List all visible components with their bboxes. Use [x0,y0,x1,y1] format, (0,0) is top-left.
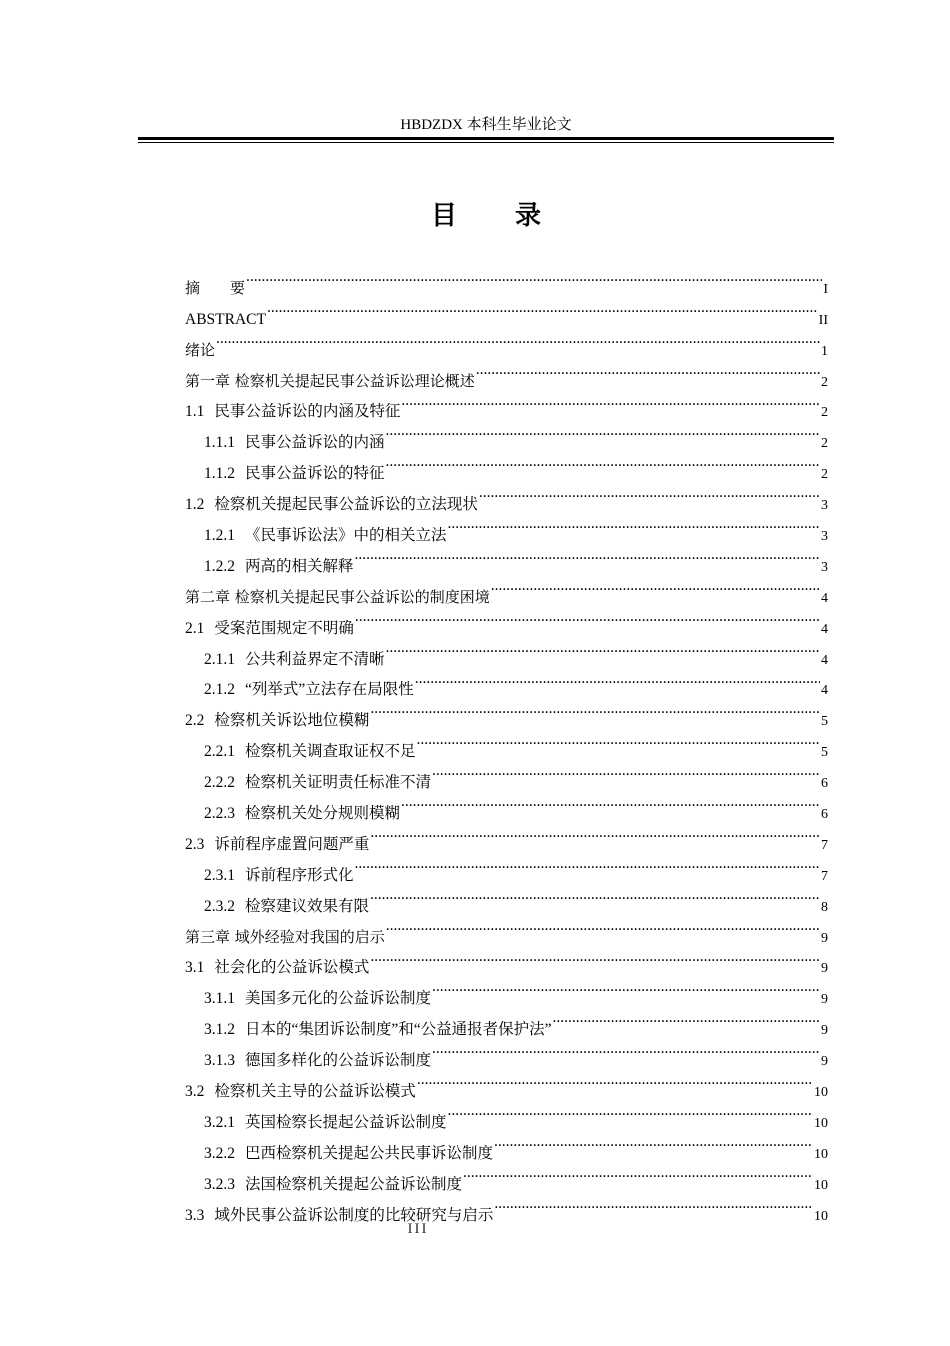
toc-entry-title: 检察机关处分规则模糊 [245,805,401,823]
toc-dot-leader [417,1065,813,1096]
toc-entry-number: 1.1 [185,403,205,421]
toc-dot-leader [417,725,820,756]
toc-entry[interactable] [185,355,828,390]
toc-entry-number: 3.2 [185,1083,205,1101]
toc-entry-title: 两高的相关解释 [245,557,354,575]
toc-entry-page: 5 [821,714,828,730]
toc-dot-leader [386,416,820,447]
toc-entry-title: 法国检察机关提起公益诉讼制度 [245,1175,463,1193]
toc-dot-leader [476,355,820,386]
toc-entry-title: “列举式”立法存在局限性 [245,681,414,699]
toc-entry-title: 巴西检察机关提起公共民事诉讼制度 [245,1144,494,1162]
toc-dot-leader [401,787,820,818]
toc-title: 目录 [430,201,599,231]
toc-entry-number: 1.2.2 [204,557,235,575]
toc-dot-leader [553,1003,820,1034]
toc-entry-title: 美国多元化的公益诉讼制度 [245,990,432,1008]
toc-entry-page: 7 [821,837,828,853]
toc-entry-page: 1 [821,343,828,359]
toc-entry-number: 1.1.2 [204,465,235,483]
toc-dot-leader [370,694,820,725]
toc-entry-page: 10 [814,1146,828,1162]
toc-dot-leader [479,478,820,509]
toc-entry-page: II [818,312,828,328]
toc-entry-title: 检察建议效果有限 [245,897,370,915]
toc-dot-leader [386,447,820,478]
toc-dot-leader [370,942,820,973]
toc-entry-title: 民事公益诉讼的内涵 [245,434,385,452]
toc-entry-page: 9 [821,1023,828,1039]
toc-dot-leader [386,911,820,942]
toc-dot-leader [432,1034,820,1065]
toc-entry-number: 1.1.1 [204,434,235,452]
toc-entry-page: 2 [821,405,828,421]
toc-entry-title: 受案范围规定不明确 [214,619,354,637]
toc-dot-leader [432,756,820,787]
page-number-footer: III [407,1221,429,1237]
toc-dot-leader [355,540,820,571]
toc-entry[interactable] [185,262,828,297]
toc-entry-title: 民事公益诉讼的特征 [245,465,385,483]
toc-entry-title: 社会化的公益诉讼模式 [214,959,370,977]
toc-dot-leader [246,262,822,293]
toc-entry-number: 1.2.1 [204,527,235,545]
header-rule-thin [138,142,834,143]
toc-entry-page: 10 [814,1115,828,1131]
toc-dot-leader [432,972,820,1003]
toc-dot-leader [386,633,820,664]
toc-entry-number: 3.2.1 [204,1113,235,1131]
toc-entry-number: 2.1.2 [204,681,235,699]
toc-entry-page: 2 [821,467,828,483]
toc-dot-leader [401,386,820,417]
toc-entry-number: 3.1.1 [204,990,235,1008]
toc-entry-page: 9 [821,961,828,977]
toc-entry-title: 摘 要 [185,278,246,297]
toc-entry-page: 6 [821,807,828,823]
toc-entry-number: 3.2.3 [204,1175,235,1193]
toc-entry-number: 2.2.1 [204,743,235,761]
toc-entry-title: 英国检察长提起公益诉讼制度 [245,1113,447,1131]
toc-entry-title: 《民事诉讼法》中的相关立法 [245,527,447,545]
header-rule-thick [138,137,834,140]
toc-entry-title: 域外民事公益诉讼制度的比较研究与启示 [214,1206,494,1224]
toc-entry-number: 2.2.2 [204,774,235,792]
toc-entry-page: 5 [821,745,828,761]
toc-dot-leader [267,293,818,324]
toc-entry-page: 9 [821,1054,828,1070]
toc-dot-leader [448,509,820,540]
toc-entry-page: 4 [821,621,828,637]
toc-entry-title: 日本的“集团诉讼制度”和“公益通报者保护法” [245,1021,552,1039]
toc-entry-number: 2.1.1 [204,650,235,668]
toc-entry-number: 2.3.2 [204,897,235,915]
toc-entry-page: 9 [821,930,828,946]
toc-entry-page: 10 [814,1177,828,1193]
toc-entry-page: 3 [821,559,828,575]
toc-entry-page: 4 [821,652,828,668]
toc-entry-page: 4 [821,683,828,699]
toc-entry-page: 3 [821,498,828,514]
toc-entry-page: 6 [821,776,828,792]
toc-entry-title: 第三章 域外经验对我国的启示 [185,927,385,946]
toc-dot-leader [370,818,820,849]
toc-entry-page: 3 [821,529,828,545]
toc-entry-title: 公共利益界定不清晰 [245,650,385,668]
toc-entry-number: 3.2.2 [204,1144,235,1162]
toc-entry-page: 7 [821,868,828,884]
toc-entry-title: 德国多样化的公益诉讼制度 [245,1052,432,1070]
toc-entry-title: 检察机关主导的公益诉讼模式 [214,1083,416,1101]
toc-entry-title: 诉前程序虚置问题严重 [214,835,370,853]
toc-dot-leader [415,664,820,695]
toc-entry-title: 第一章 检察机关提起民事公益诉讼理论概述 [185,371,475,390]
toc-dot-leader [494,1189,813,1220]
toc-entry-page: 10 [814,1085,828,1101]
toc-entry-number: 2.2 [185,712,205,730]
toc-entry-number: 2.3.1 [204,866,235,884]
toc-entry-page: 2 [821,374,828,390]
toc-entry-title: 诉前程序形式化 [245,866,354,884]
toc-entry-title: 检察机关提起民事公益诉讼的立法现状 [214,496,478,514]
toc-entry[interactable] [185,324,828,359]
toc-entry-number: 2.1 [185,619,205,637]
toc-entry-title: 绪论 [185,340,216,359]
toc-entry-page: I [823,281,828,297]
toc-entry-number: 2.2.3 [204,805,235,823]
toc-dot-leader [355,602,820,633]
toc-dot-leader [494,1127,813,1158]
toc-dot-leader [370,880,820,911]
toc-entry-title: 第二章 检察机关提起民事公益诉讼的制度困境 [185,587,490,606]
toc-dot-leader [463,1158,813,1189]
toc-entry-page: 8 [821,899,828,915]
toc-dot-leader [491,571,820,602]
toc-entry-number: 1.2 [185,496,205,514]
toc-entry[interactable] [185,293,828,328]
toc-dot-leader [216,324,820,355]
toc-entry-page: 10 [814,1208,828,1224]
running-header: HBDZDX 本科生毕业论文 [400,117,572,133]
toc-entry-page: 9 [821,992,828,1008]
toc-entry-number: 3.1 [185,959,205,977]
toc-entry-title: ABSTRACT [185,310,266,328]
toc-dot-leader [355,849,820,880]
toc-entry-number: 3.3 [185,1206,205,1224]
toc-entry-number: 2.3 [185,835,205,853]
toc-entry-title: 检察机关调查取证权不足 [245,743,416,761]
toc-entry-title: 检察机关证明责任标准不清 [245,774,432,792]
toc-entry-number: 3.1.3 [204,1052,235,1070]
toc-entry-number: 3.1.2 [204,1021,235,1039]
toc-entry-title: 检察机关诉讼地位模糊 [214,712,370,730]
toc-entry-title: 民事公益诉讼的内涵及特征 [214,403,401,421]
toc-entry-page: 4 [821,590,828,606]
table-of-contents [185,262,828,1224]
toc-dot-leader [448,1096,813,1127]
toc-entry-page: 2 [821,436,828,452]
